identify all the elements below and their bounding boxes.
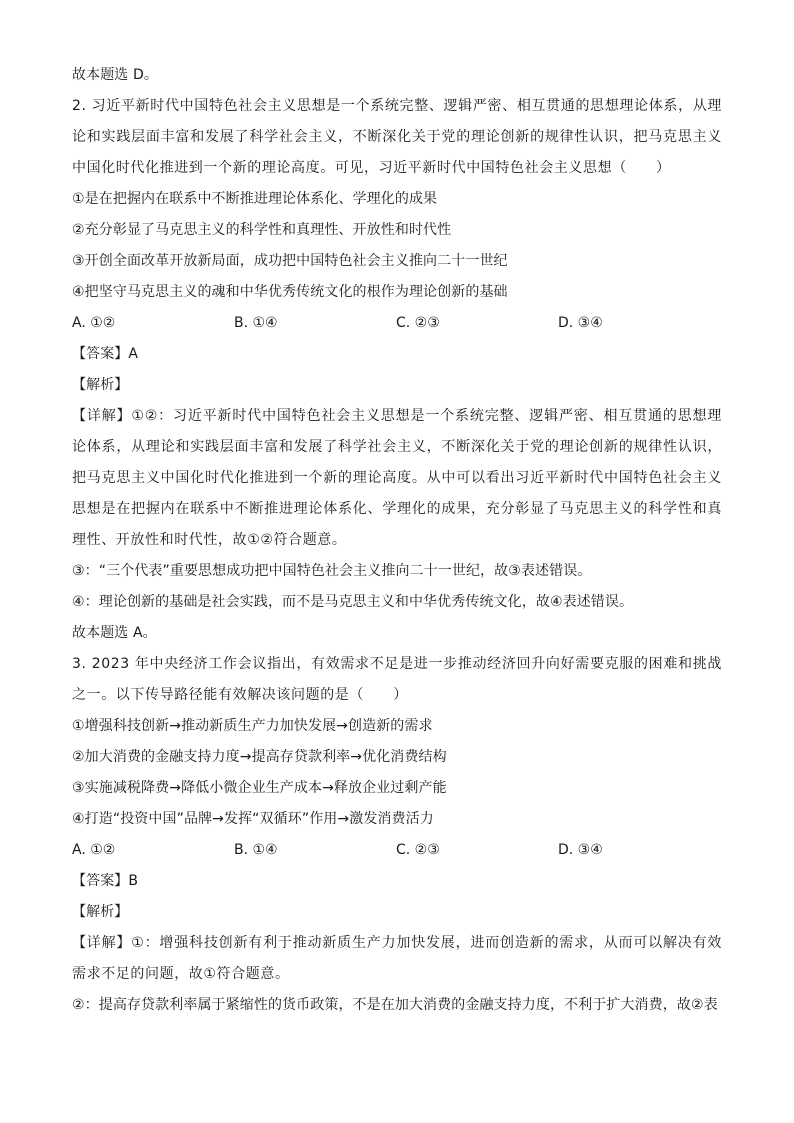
q2-statement-1: ①是在把握内在联系中不断推进理论体系化、学理化的成果 <box>72 191 438 207</box>
q3-answer: 【答案】B <box>72 873 139 889</box>
q2-option-a: A. ①② <box>72 315 116 331</box>
q2-option-d: D. ③④ <box>558 315 603 331</box>
q2-stem: 2. 习近平新时代中国特色社会主义思想是一个系统完整、逻辑严密、相互贯通的思想理论体系，从理论和实践层面丰富和发展了科学社会主义，不断深化关于党的理论创新的规律性认识，把马克思主义中国化时代化推进到一个新的理论高度。可见，习近平新时代中国特色社会主义思想（ ） <box>72 98 722 176</box>
q2-analysis-label: 【解析】 <box>72 377 129 393</box>
q3-statement-1: ①增强科技创新→推动新质生产力加快发展→创造新的需求 <box>72 718 433 734</box>
q3-statement-4: ④打造“投资中国”品牌→发挥“双循环”作用→激发消费活力 <box>72 811 434 827</box>
q2-option-b: B. ①④ <box>234 315 278 331</box>
q3-detail-1: 【详解】①：增强科技创新有利于推动新质生产力加快发展，进而创造新的需求，从而可以解决有效需求不足的问题，故①符合题意。 <box>72 935 722 982</box>
q3-detail-2: ②：提高存贷款利率属于紧缩性的货币政策，不是在加大消费的金融支持力度，不利于扩大消费，故②表 <box>72 997 718 1013</box>
q2-detail-1: 【详解】①②：习近平新时代中国特色社会主义思想是一个系统完整、逻辑严密、相互贯通的思想理论体系，从理论和实践层面丰富和发展了科学社会主义，不断深化关于党的理论创新的规律性认识，把马克思主义中国化时代化推进到一个新的理论高度。从中可以看出习近平新时代中国特色社会主义思想是在把握内在联系中不断推进理论体系化、学理化的成果，充分彰显了马克思主义的科学性和真理性、开放性和时代性，故①②符合题意。 <box>72 408 722 548</box>
q2-conclusion: 故本题选 A。 <box>72 625 157 641</box>
q2-statement-2: ②充分彰显了马克思主义的科学性和真理性、开放性和时代性 <box>72 222 452 238</box>
document-page <box>72 60 722 1021</box>
q2-option-c: C. ②③ <box>396 315 440 331</box>
q3-analysis-label: 【解析】 <box>72 904 129 920</box>
q2-answer: 【答案】A <box>72 346 139 362</box>
q3-option-c: C. ②③ <box>396 842 440 858</box>
q2-detail-3: ④：理论创新的基础是社会实践，而不是马克思主义和中华优秀传统文化，故④表述错误。 <box>72 594 634 610</box>
q2-statement-4: ④把坚守马克思主义的魂和中华优秀传统文化的根作为理论创新的基础 <box>72 284 508 300</box>
q1-conclusion: 故本题选 D。 <box>72 67 158 83</box>
q3-statement-2: ②加大消费的金融支持力度→提高存贷款利率→优化消费结构 <box>72 749 447 765</box>
q2-statement-3: ③开创全面改革开放新局面，成功把中国特色社会主义推向二十一世纪 <box>72 253 508 269</box>
q3-option-b: B. ①④ <box>234 842 278 858</box>
q2-options <box>72 308 722 339</box>
q3-options <box>72 835 722 866</box>
q3-statement-3: ③实施减税降费→降低小微企业生产成本→释放企业过剩产能 <box>72 780 447 796</box>
q3-stem: 3. 2023 年中央经济工作会议指出，有效需求不足是进一步推动经济回升向好需要克服的困难和挑战之一。以下传导路径能有效解决该问题的是（ ） <box>72 656 722 703</box>
q3-option-a: A. ①② <box>72 842 116 858</box>
q3-option-d: D. ③④ <box>558 842 603 858</box>
q2-detail-2: ③：“三个代表”重要思想成功把中国特色社会主义推向二十一世纪，故③表述错误。 <box>72 563 592 579</box>
